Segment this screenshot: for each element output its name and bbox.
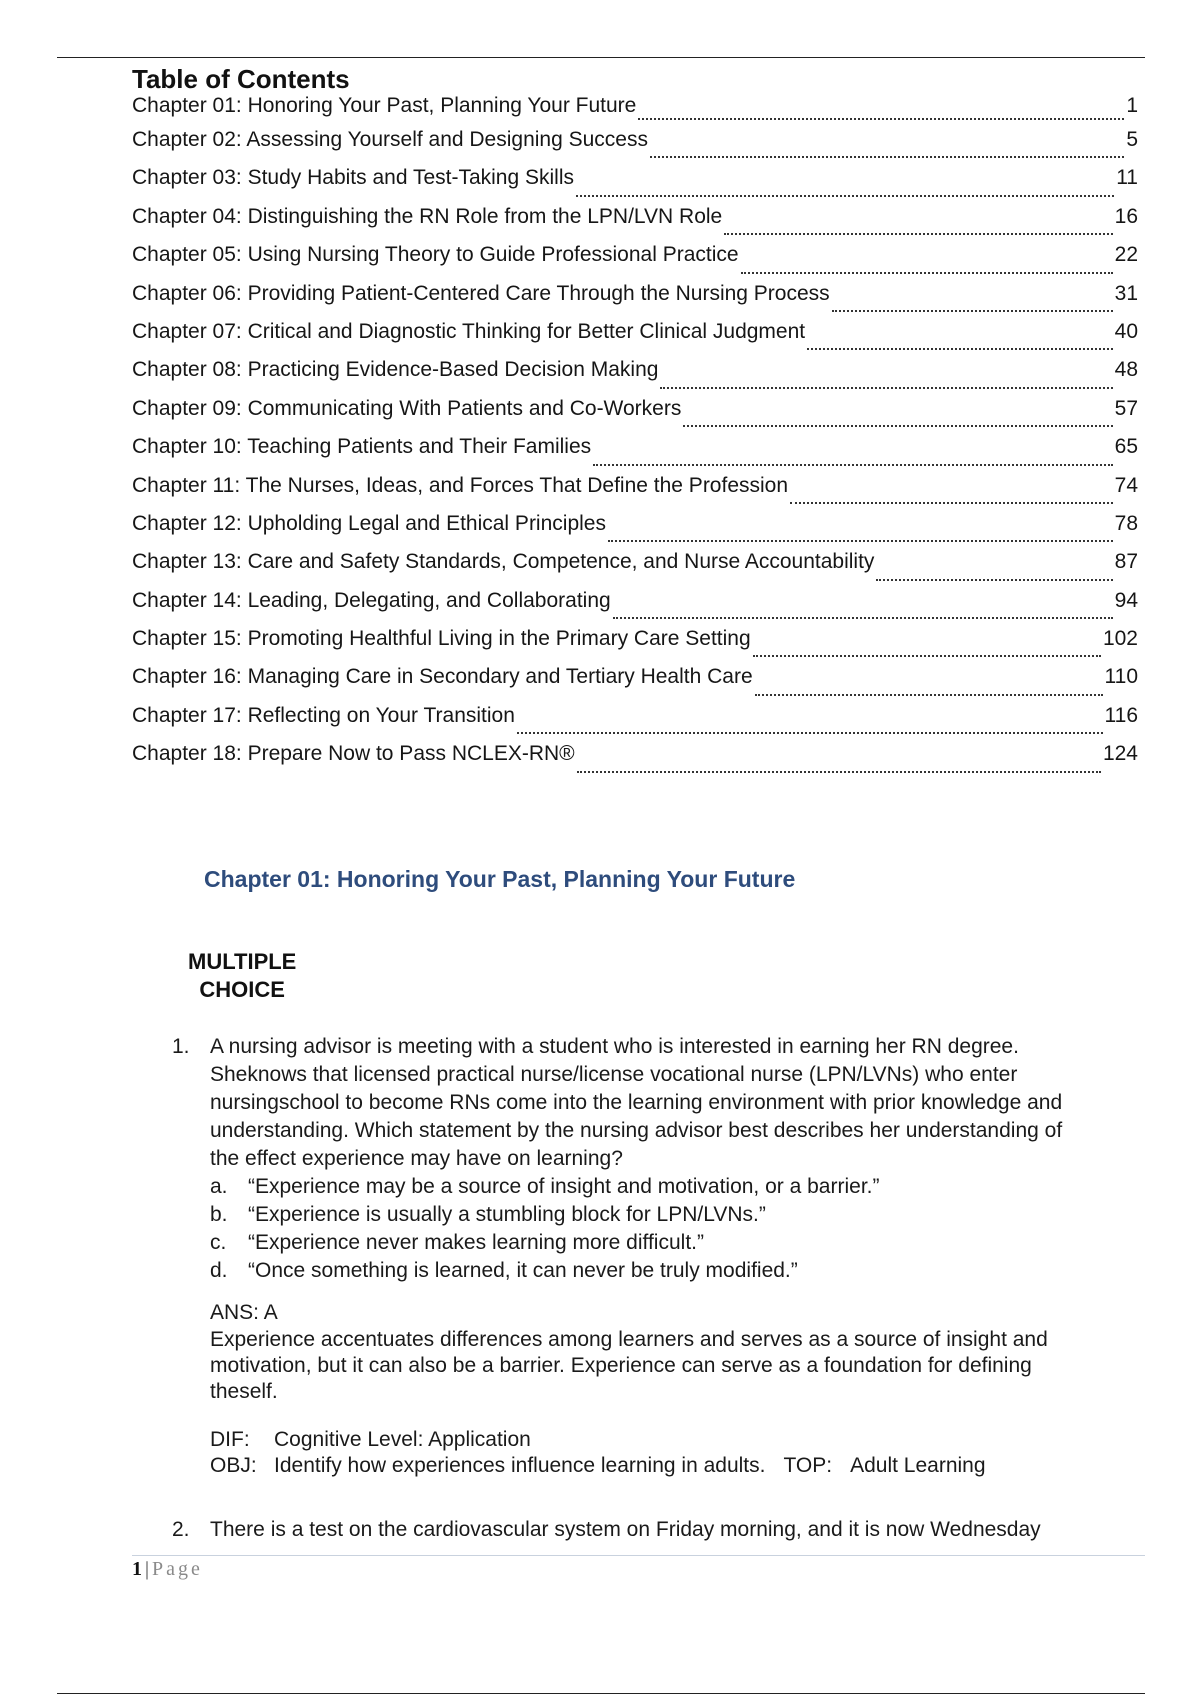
toc-leader-dots (613, 617, 1113, 619)
section-heading (188, 948, 296, 1004)
toc-entry-page: 124 (1102, 742, 1138, 766)
option-c[interactable] (172, 1229, 1092, 1257)
option-text: “Once something is learned, it can never be truly modified.” (248, 1259, 798, 1282)
toc-entry-chapter-15[interactable] (132, 627, 1138, 665)
meta-spacer (832, 1453, 850, 1479)
toc-entry-chapter-09[interactable] (132, 397, 1138, 435)
toc-entry-label: Chapter 17: Reflecting on Your Transition (132, 703, 515, 727)
page-separator: | (145, 1558, 150, 1580)
toc-entry-chapter-18[interactable] (132, 742, 1138, 780)
section-heading-line-2: CHOICE (199, 977, 285, 1002)
toc-entry-chapter-13[interactable] (132, 550, 1138, 588)
difficulty-row (210, 1427, 1092, 1453)
toc-entry-page: 116 (1104, 703, 1138, 727)
question-text: A nursing advisor is meeting with a student who is interested in earning her RN degree. Sheknows that licensed practical nurse/license vocational nurse (LPN/LVNs) who enter nursingschool to become RNs come into the learning environment with prior knowledge and understanding. Which statement by the nursing advisor best describes her understanding of the effect experience may have on learning? (210, 1035, 1063, 1170)
toc-leader-dots (790, 502, 1113, 504)
question-number: 1. (172, 1035, 190, 1058)
toc-list (132, 94, 1138, 781)
toc-entry-page: 31 (1114, 281, 1138, 305)
toc-entry-label: Chapter 09: Communicating With Patients and Co-Workers (132, 396, 682, 420)
toc-entry-page: 48 (1114, 358, 1138, 382)
toc-leader-dots (807, 348, 1113, 350)
page-label: Page (152, 1558, 203, 1580)
toc-entry-label: Chapter 03: Study Habits and Test-Taking Skills (132, 166, 575, 190)
toc-leader-dots (577, 771, 1101, 773)
meta-spacer (765, 1453, 783, 1479)
toc-entry-chapter-07[interactable] (132, 320, 1138, 358)
toc-leader-dots (832, 310, 1113, 312)
toc-entry-chapter-02[interactable] (132, 128, 1138, 166)
option-text: “Experience may be a source of insight and motivation, or a barrier.” (248, 1175, 880, 1198)
page-footer (132, 1558, 203, 1581)
option-b[interactable] (172, 1201, 1092, 1229)
toc-leader-dots (576, 195, 1114, 197)
bottom-rule (57, 1693, 1145, 1694)
toc-entry-chapter-12[interactable] (132, 512, 1138, 550)
section-heading-line-1: MULTIPLE (188, 949, 297, 974)
toc-entry-label: Chapter 07: Critical and Diagnostic Thinking for Better Clinical Judgment (132, 319, 806, 343)
toc-entry-page: 1 (1126, 94, 1138, 117)
option-letter: b. (210, 1203, 228, 1226)
toc-entry-label: Chapter 01: Honoring Your Past, Planning Your Future (132, 94, 637, 117)
toc-entry-page: 22 (1114, 243, 1138, 267)
toc-entry-page: 94 (1114, 588, 1138, 612)
toc-entry-page: 87 (1114, 550, 1138, 574)
objective-row (210, 1453, 1092, 1479)
topic-value: Adult Learning (850, 1454, 986, 1477)
toc-entry-label: Chapter 14: Leading, Delegating, and Collaborating (132, 588, 611, 612)
table-of-contents (132, 64, 1138, 781)
toc-entry-page: 16 (1114, 204, 1138, 228)
difficulty-label: DIF: (210, 1428, 250, 1451)
option-letter: c. (210, 1231, 227, 1254)
toc-entry-chapter-10[interactable] (132, 435, 1138, 473)
toc-leader-dots (593, 464, 1112, 466)
toc-entry-page: 5 (1126, 128, 1138, 151)
toc-entry-chapter-17[interactable] (132, 704, 1138, 742)
option-letter: a. (210, 1175, 228, 1198)
toc-entry-page: 110 (1104, 665, 1138, 689)
option-text: “Experience is usually a stumbling block for LPN/LVNs.” (248, 1203, 766, 1226)
toc-leader-dots (755, 694, 1103, 696)
toc-entry-chapter-05[interactable] (132, 243, 1138, 281)
toc-leader-dots (876, 579, 1112, 581)
topic-label: TOP: (783, 1454, 833, 1477)
toc-entry-page: 57 (1114, 396, 1138, 420)
option-text: “Experience never makes learning more difficult.” (248, 1231, 704, 1254)
objective-value: Identify how experiences influence learning in adults. (274, 1454, 766, 1477)
question-1 (172, 1033, 1092, 1479)
toc-entry-label: Chapter 04: Distinguishing the RN Role from the LPN/LVN Role (132, 204, 723, 228)
toc-leader-dots (517, 732, 1103, 734)
answer-options (172, 1173, 1092, 1285)
objective-label: OBJ: (210, 1454, 257, 1477)
toc-entry-label: Chapter 02: Assessing Yourself and Designing Success (132, 128, 648, 151)
toc-leader-dots (608, 540, 1113, 542)
toc-entry-page: 74 (1114, 473, 1138, 497)
toc-leader-dots (638, 118, 1124, 120)
question-metadata (210, 1427, 1092, 1479)
toc-leader-dots (724, 233, 1112, 235)
question-stem (172, 1033, 1092, 1173)
answer-block (210, 1299, 1092, 1479)
question-number: 2. (172, 1518, 190, 1541)
toc-entry-chapter-14[interactable] (132, 589, 1138, 627)
difficulty-value: Cognitive Level: Application (274, 1428, 531, 1451)
toc-entry-label: Chapter 16: Managing Care in Secondary and Tertiary Health Care (132, 665, 753, 689)
toc-leader-dots (683, 425, 1112, 427)
page-number: 1 (132, 1558, 142, 1580)
toc-entry-label: Chapter 12: Upholding Legal and Ethical Principles (132, 511, 606, 535)
toc-entry-label: Chapter 11: The Nurses, Ideas, and Forces That Define the Profession (132, 473, 789, 497)
toc-leader-dots (650, 156, 1124, 158)
question-text: There is a test on the cardiovascular system on Friday morning, and it is now Wednesday (210, 1518, 1041, 1541)
toc-entry-chapter-11[interactable] (132, 474, 1138, 512)
option-letter: d. (210, 1259, 228, 1282)
toc-entry-chapter-06[interactable] (132, 282, 1138, 320)
answer-key: ANS: A (210, 1301, 278, 1324)
toc-entry-label: Chapter 05: Using Nursing Theory to Guide Professional Practice (132, 243, 739, 267)
toc-entry-chapter-16[interactable] (132, 665, 1138, 703)
question-2 (172, 1516, 1092, 1544)
toc-entry-chapter-08[interactable] (132, 358, 1138, 396)
toc-entry-chapter-03[interactable] (132, 166, 1138, 204)
toc-entry-label: Chapter 15: Promoting Healthful Living in the Primary Care Setting (132, 627, 751, 651)
toc-entry-label: Chapter 08: Practicing Evidence-Based Decision Making (132, 358, 659, 382)
toc-entry-page: 11 (1116, 166, 1138, 190)
toc-entry-page: 78 (1114, 511, 1138, 535)
toc-entry-page: 65 (1114, 435, 1138, 459)
option-a[interactable] (172, 1173, 1092, 1201)
toc-entry-label: Chapter 06: Providing Patient-Centered Care Through the Nursing Process (132, 281, 830, 305)
toc-entry-label: Chapter 10: Teaching Patients and Their Families (132, 435, 592, 459)
toc-entry-chapter-01[interactable] (132, 94, 1138, 128)
top-rule (57, 57, 1145, 58)
toc-entry-label: Chapter 18: Prepare Now to Pass NCLEX-RN® (132, 742, 575, 766)
toc-entry-page: 102 (1102, 627, 1138, 651)
question-stem (172, 1516, 1092, 1544)
toc-leader-dots (753, 655, 1101, 657)
toc-entry-page: 40 (1114, 319, 1138, 343)
toc-leader-dots (741, 272, 1113, 274)
footer-rule (132, 1555, 1145, 1556)
option-d[interactable] (172, 1257, 1092, 1285)
toc-entry-label: Chapter 13: Care and Safety Standards, Competence, and Nurse Accountability (132, 550, 875, 574)
rationale-text: Experience accentuates differences among learners and serves as a source of insight and motivation, but it can also be a barrier. Experience can serve as a foundation for defining theself. (210, 1328, 1048, 1403)
toc-leader-dots (660, 387, 1112, 389)
toc-entry-chapter-04[interactable] (132, 205, 1138, 243)
chapter-heading: Chapter 01: Honoring Your Past, Planning Your Future (204, 866, 796, 892)
toc-title: Table of Contents (132, 64, 350, 94)
